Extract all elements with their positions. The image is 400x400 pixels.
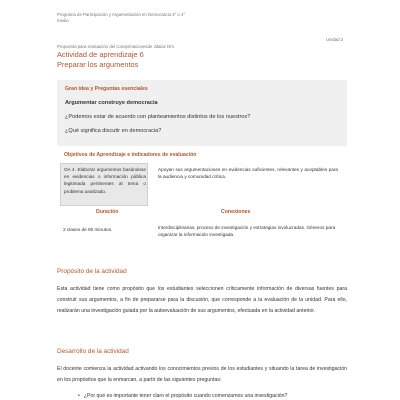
connections-label: Conexiones: [221, 209, 251, 215]
essential-question-2: ¿Qué significa discutir en democracia?: [65, 128, 162, 134]
connections-value: Interdisciplinarias, proceso de investigación y estrategias involucradas. Géneros para organizar la información investigada.: [158, 225, 336, 237]
bullet-item: [78, 393, 287, 399]
activity-name-title: Preparar los argumentos: [57, 60, 139, 69]
big-idea-heading: Gran idea y Preguntas esenciales: [65, 86, 148, 92]
duration-value: 2 clases de 90 minutos.: [63, 227, 113, 232]
big-idea-subheading: Argumentar construye democracia: [65, 100, 158, 106]
purpose-heading: Propósito de la actividad: [57, 268, 127, 275]
purpose-text: Esta actividad tiene como propósito que los estudiantes seleccionen críticamente información de diversas fuentes para construir sus argumentos, a fin de prepararse para la discusión, que corresponde a la evaluación de la unidad. Para ello, realizarán una investigación guiada por la autoevaluación de sus argumentos, efectuada en la actividad anterior.: [57, 286, 347, 314]
development-text: El docente comienza la actividad activando los conocimientos previos de los estudiantes y situando la tarea de investigación en los propósitos que la enmarcan, a partir de las siguientes preguntas:: [57, 366, 347, 383]
duration-label: Duración: [96, 209, 119, 215]
oa-text: OA 4. Elaborar argumentos basándose en evidencias o información pública legitimada pertinentes al tema o problema analizado.: [64, 167, 146, 194]
big-idea-panel: [57, 80, 347, 146]
development-heading: Desarrollo de la actividad: [57, 348, 129, 355]
program-title: Programa de Participación y Argumentación en Democracia 3° o 4° medio: [57, 12, 186, 23]
activity-number-title: Actividad de aprendizaje 6: [57, 50, 144, 59]
proposal-label: Propuesta para evaluación del conoprinacionesde Jdaiaz Dm: [57, 44, 174, 49]
essential-question-1: ¿Podemos estar de acuerdo con planteamientos distintos de los nuestros?: [65, 114, 251, 120]
unit-label: Unidad 3: [326, 37, 344, 42]
bullet-icon: •: [78, 393, 80, 399]
bullet-text: ¿Por qué es importante tener claro el propósito cuando comenzamos una investigación?: [83, 393, 288, 399]
objectives-heading: Objetivos de Aprendizaje e indicadores de evaluación: [64, 152, 197, 158]
indicator-text: Apoyan sus argumentaciones en evidencias suficientes, relevantes y aceptables para la audiencia y comunidad crítica.: [158, 167, 338, 180]
